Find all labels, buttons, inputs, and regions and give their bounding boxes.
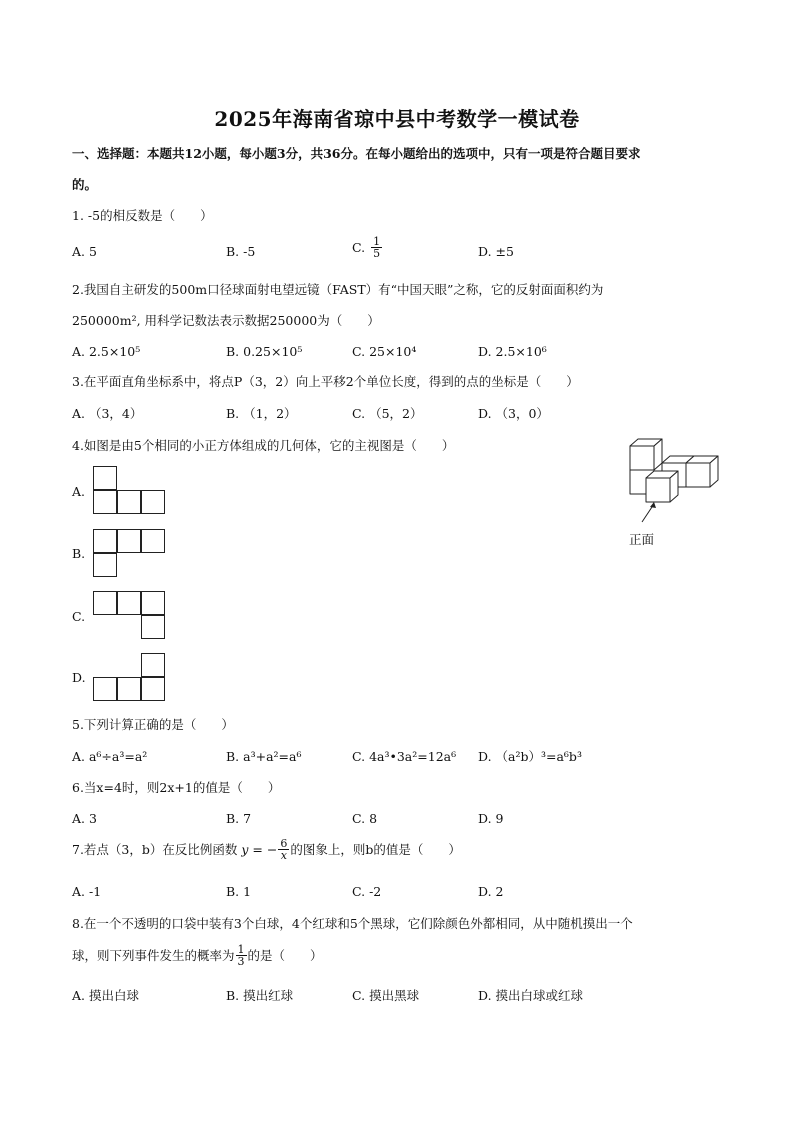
q2-stem-line2: 250000m², 用科学记数法表示数据250000为（ ） xyxy=(72,313,380,328)
q3-option-d: D. （3，0） xyxy=(478,406,549,421)
q7-option-b: B. 1 xyxy=(226,884,252,899)
q1-option-c xyxy=(352,236,383,259)
q4-option-d-label: D. xyxy=(72,670,86,685)
square-cell xyxy=(93,490,117,514)
q8-option-b: B. 摸出红球 xyxy=(226,988,294,1003)
square-cell xyxy=(93,553,117,577)
q1-stem: 1. -5的相反数是（ ） xyxy=(72,208,213,223)
q2-option-b: B. 0.25×10⁵ xyxy=(226,344,303,359)
q3-option-a: A. （3，4） xyxy=(72,406,143,421)
fraction-denominator: 5 xyxy=(373,247,381,260)
q4-option-d-figure xyxy=(93,653,169,705)
q3-stem: 3.在平面直角坐标系中，将点P（3，2）向上平移2个单位长度，得到的点的坐标是（ ） xyxy=(72,374,579,389)
q8-probability-fraction xyxy=(236,944,247,967)
square-cell xyxy=(117,677,141,701)
q1-option-c-label: C. xyxy=(352,239,366,255)
q3-option-c: C. （5，2） xyxy=(352,406,423,421)
q4-option-b-label: B. xyxy=(72,546,86,561)
q6-option-a: A. 3 xyxy=(72,811,97,826)
q4-option-b-figure xyxy=(93,529,169,581)
front-view-label: 正面 xyxy=(629,532,655,547)
fraction-numerator: 6 xyxy=(280,837,288,850)
fraction-denominator: 3 xyxy=(237,955,245,968)
q7-stem-post: 的图象上，则b的值是（ ） xyxy=(290,841,461,857)
square-cell xyxy=(93,591,117,615)
q7-option-a: A. -1 xyxy=(72,884,102,899)
q4-stem: 4.如图是由5个相同的小正方体组成的几何体，它的主视图是（ ） xyxy=(72,438,455,453)
q6-option-b: B. 7 xyxy=(226,811,252,826)
square-cell xyxy=(141,615,165,639)
cube-front-face xyxy=(630,446,654,470)
square-cell xyxy=(141,653,165,677)
q8-option-d: D. 摸出白球或红球 xyxy=(478,988,584,1003)
square-cell xyxy=(141,490,165,514)
section-header-line2: 的。 xyxy=(72,177,98,192)
q2-option-c: C. 25×10⁴ xyxy=(352,344,417,359)
square-cell xyxy=(117,490,141,514)
q4-option-c-figure xyxy=(93,591,169,643)
page-title: 2025年海南省琼中县中考数学一模试卷 xyxy=(214,107,580,131)
q2-stem-line1: 2.我国自主研发的500m口径球面射电望远镜（FAST）有“中国天眼”之称，它的反射面面积约为 xyxy=(72,282,604,297)
section-header-line1: 一、选择题：本题共12小题，每小题3分，共36分。在每小题给出的选项中，只有一项是符合题目要求 xyxy=(72,146,641,161)
square-cell xyxy=(93,677,117,701)
q5-option-a: A. a⁶÷a³=a² xyxy=(72,749,148,764)
q6-stem: 6.当x=4时，则2x+1的值是（ ） xyxy=(72,780,281,795)
fraction-denominator: x xyxy=(280,849,287,862)
q5-option-b: B. a³+a²=a⁶ xyxy=(226,749,302,764)
square-cell xyxy=(141,591,165,615)
q1-option-b: B. -5 xyxy=(226,244,256,259)
square-cell xyxy=(117,591,141,615)
q7-option-c: C. -2 xyxy=(352,884,382,899)
square-cell xyxy=(117,529,141,553)
square-cell xyxy=(93,529,117,553)
q6-option-c: C. 8 xyxy=(352,811,378,826)
q4-solid-figure xyxy=(624,436,728,528)
q8-stem-line2-pre: 球，则下列事件发生的概率为 xyxy=(72,947,235,963)
q8-stem-line1: 8.在一个不透明的口袋中装有3个白球，4个红球和5个黑球，它们除颜色外都相同，从中随机摸出一个 xyxy=(72,916,633,931)
q5-option-c: C. 4a³•3a²=12a⁶ xyxy=(352,749,457,764)
q4-option-c-label: C. xyxy=(72,609,86,624)
q7-stem-pre: 7.若点（3，b）在反比例函数 xyxy=(72,841,238,857)
q2-option-a: A. 2.5×10⁵ xyxy=(72,344,141,359)
q7-function-lhs: y = − xyxy=(241,841,278,857)
q1-option-d: D. ±5 xyxy=(478,244,514,259)
q1-option-c-fraction xyxy=(371,236,382,259)
q4-option-a-label: A. xyxy=(72,484,86,499)
q8-option-c: C. 摸出黑球 xyxy=(352,988,420,1003)
arrow-head xyxy=(650,502,656,508)
q5-stem: 5.下列计算正确的是（ ） xyxy=(72,717,234,732)
square-cell xyxy=(141,677,165,701)
q8-option-a: A. 摸出白球 xyxy=(72,988,139,1003)
q6-option-d: D. 9 xyxy=(478,811,504,826)
q2-option-d: D. 2.5×10⁶ xyxy=(478,344,547,359)
fraction-numerator: 1 xyxy=(237,943,245,956)
q3-option-b: B. （1，2） xyxy=(226,406,297,421)
q7-function-fraction xyxy=(278,838,289,861)
q7-option-d: D. 2 xyxy=(478,884,504,899)
square-cell xyxy=(141,529,165,553)
square-cell xyxy=(93,466,117,490)
q8-stem-line2-post: 的是（ ） xyxy=(247,947,323,963)
q4-option-a-figure xyxy=(93,466,169,518)
fraction-numerator: 1 xyxy=(373,235,381,248)
q1-option-a: A. 5 xyxy=(72,244,97,259)
q8-stem-line2 xyxy=(72,944,323,967)
q5-option-d: D. （a²b）³=a⁶b³ xyxy=(478,749,582,764)
q7-stem xyxy=(72,838,461,861)
